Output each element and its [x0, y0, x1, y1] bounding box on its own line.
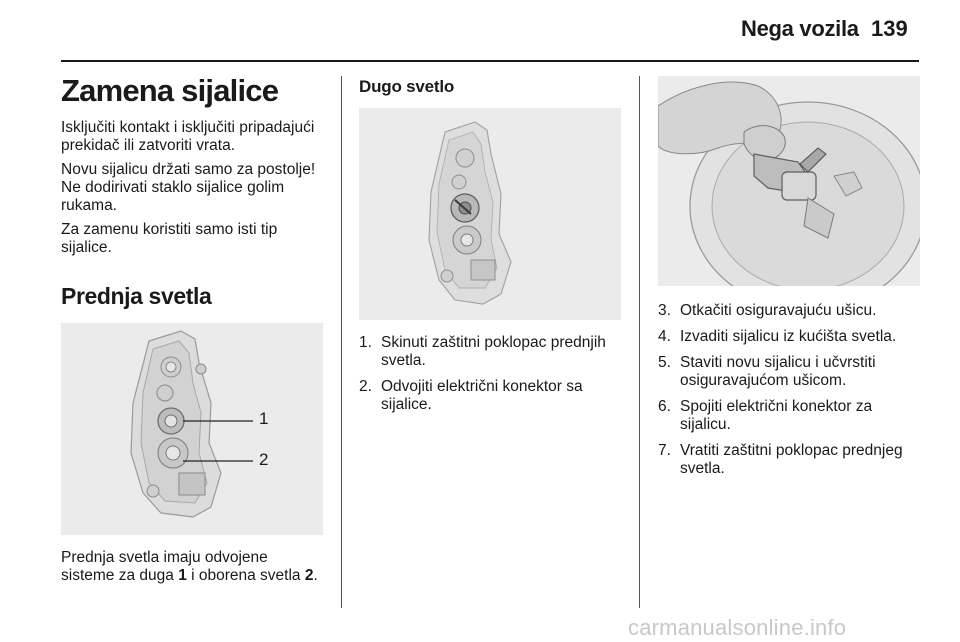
step-list: [359, 334, 621, 414]
callout-label: 2: [259, 450, 269, 469]
column-divider: [639, 76, 640, 608]
callout-label: 1: [259, 409, 269, 428]
high-beam-illustration: [359, 108, 621, 320]
figure-caption: Prednja svetla imaju odvojene sisteme za duga 1 i oborena svetla 2.: [61, 549, 318, 584]
watermark: carmanualsonline.info: [628, 615, 847, 640]
section-heading: Dugo svetlo: [359, 77, 455, 96]
bulb-removal-figure: [658, 76, 920, 286]
left-column: [61, 73, 325, 585]
list-item: 2. Odvojiti električni konektor sa sijalice.: [359, 378, 583, 413]
right-column: [658, 76, 920, 486]
list-item: 3. Otkačiti osiguravajuću ušicu.: [658, 302, 877, 319]
page-number: 139: [871, 16, 908, 41]
list-item: 4. Izvaditi sijalicu iz kućišta svetla.: [658, 328, 897, 345]
column-divider: [341, 76, 342, 608]
high-beam-figure: [359, 108, 621, 320]
list-item: 1. Skinuti zaštitni poklopac prednjih svetla.: [359, 334, 606, 369]
section-title: Nega vozila: [741, 16, 859, 41]
section-heading: Prednja svetla: [61, 283, 212, 309]
step-list: [658, 302, 920, 478]
list-item: 7. Vratiti zaštitni poklopac prednjeg svetla.: [658, 442, 903, 477]
list-item: 6. Spojiti električni konektor za sijalicu.: [658, 398, 873, 433]
bulb-removal-illustration: [658, 76, 920, 286]
middle-column: [359, 76, 621, 422]
chapter-title: Zamena sijalice: [61, 73, 279, 108]
headlamp-illustration: [61, 323, 323, 535]
header-rule: [61, 60, 919, 62]
intro-paragraph: Isključiti kontakt i isključiti pripadajući prekidač ili zatvoriti vrata.: [61, 119, 315, 154]
intro-paragraph: Novu sijalicu držati samo za postolje! Ne dodirivati staklo sijalice golim rukama.: [61, 161, 316, 214]
list-item: 5. Staviti novu sijalicu i učvrstiti osiguravajućom ušicom.: [658, 354, 876, 389]
headlamp-figure: [61, 323, 323, 535]
intro-paragraph: Za zamenu koristiti samo isti tip sijalice.: [61, 221, 278, 256]
